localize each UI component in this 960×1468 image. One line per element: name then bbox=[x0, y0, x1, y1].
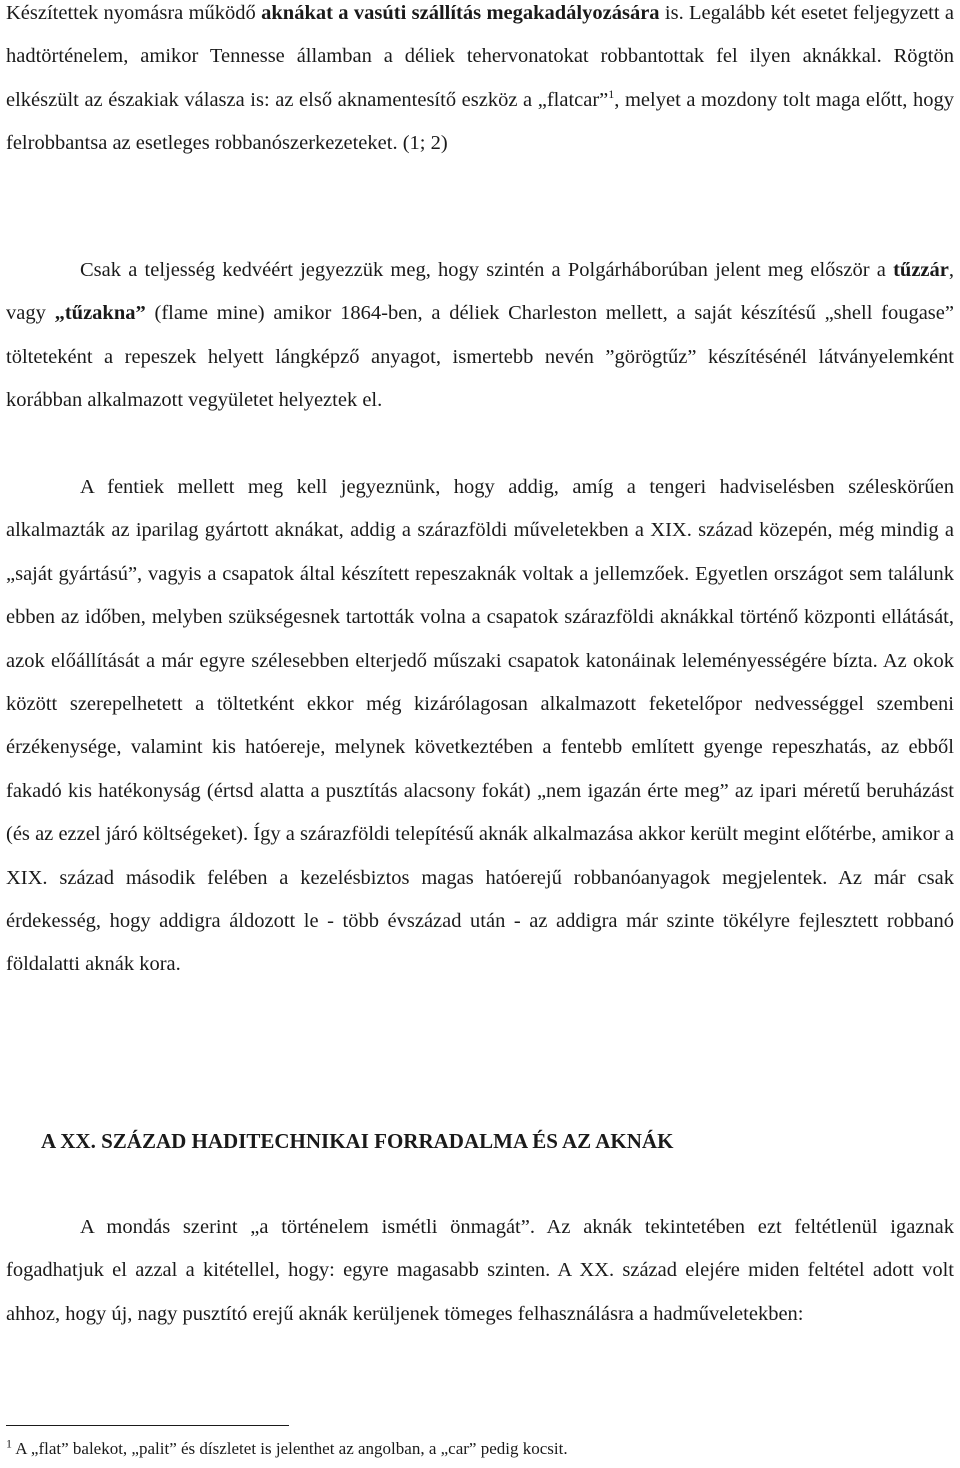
bold-term-tuzzar: tűzzár bbox=[893, 259, 949, 281]
paragraph-text: , melyet a mozdony tolt maga előtt, hogy felrobbantsa az esetleges robbanószerkezeteket. (1; 2) bbox=[6, 88, 954, 155]
paragraph-text: Készítettek nyomásra működő bbox=[6, 2, 262, 24]
bold-phrase-railway-mines: aknákat a vasúti szállítás megakadályozására bbox=[261, 2, 660, 24]
footnote-reference[interactable]: 1 bbox=[608, 86, 615, 101]
paragraph-land-mines-xix: A fentiek mellett meg kell jegyeznünk, hogy addig, amíg a tengeri hadviselésben széleskörűen alkalmazták az iparilag gyártott aknákat, addig a szárazföldi műveletekben a XIX. század közepén, még mindig a „saját gyártású”, vagyis a csapatok által készített repeszaknák voltak a jellemzőek. Egyetlen országot sem találunk ebben az időben, melyben szükségesnek tartották volna a csapatok szárazföldi aknákkal történő központi ellátását, azok előállítását a már egyre szélesebben elterjedő műszaki csapatok katonáinak leleményességére bízta. Az okok között szerepelhetett a töltetként ekkor még kizárólagosan alkalmazott feketelőpor nedvességgel szembeni érzékenysége, valamint kis hatóereje, melynek következtében a fentebb említett gyenge repeszhatás, az ebből fakadó kis hatékonyság (értsd alatta a pusztítás alacsony fokát) „nem igazán érte meg” az ipari méretű beruházást (és az ezzel járó költségeket). Így a szárazföldi telepítésű aknák alkalmazása akkor került megint előtérbe, amikor a XIX. század második felében a kezelésbiztos magas hatóerejű robbanóanyagok megjelentek. Az már csak érdekesség, hogy addigra áldozott le - több évszázad után - az addigra már szinte tökélyre fejlesztett robbanó földalatti aknák kora. bbox=[6, 476, 954, 976]
paragraph-text: Csak a teljesség kedvéért jegyezzük meg, hogy szintén a Polgárháborúban jelent meg először a bbox=[80, 259, 894, 281]
bold-term-tuzakna: „tűzakna” bbox=[54, 302, 146, 325]
paragraph-text: is. Legalább két esetet feljegyzett a hadtörténelem, amikor Tennesse államban a déliek tehervonatokat robbantottak fel ilyen aknákkal. Rögtön elkészült az északiak válasza is: az első aknamentesítő eszköz a „flatcar” bbox=[6, 2, 954, 111]
paragraph-text: (flame mine) amikor 1864-ben, a déliek Charleston mellett, a saját készítésű „shell fougase” tölteteként a repeszek helyett lángképző anyagot, ismertebb nevén ”görögtűz” készítésénél látványelemként korábban alkalmazott vegyületet helyeztek el. bbox=[6, 302, 954, 412]
section-heading: A XX. SZÁZAD HADITECHNIKAI FORRADALMA ÉS AZ AKNÁK bbox=[41, 1129, 674, 1153]
footnote-text: A „flat” balekot, „palit” és díszletet is jelenthet az angolban, a „car” pedig kocsit. bbox=[12, 1439, 568, 1458]
paragraph-railway-mines bbox=[6, 0, 954, 166]
paragraph-history-repeats: A mondás szerint „a történelem ismétli önmagát”. Az aknák tekintetében ezt feltétlenül igaznak fogadhatjuk el azzal a kitétellel, hogy: egyre magasabb szinten. A XX. század elejére miden feltétel adott volt ahhoz, hogy új, nagy pusztító erejű aknák kerüljenek tömeges felhasználásra a hadműveletekben: bbox=[6, 1216, 954, 1325]
paragraph-text: , vagy bbox=[6, 259, 954, 325]
footnote bbox=[6, 1438, 568, 1460]
footnote-divider bbox=[6, 1425, 289, 1426]
paragraph-flame-mine bbox=[6, 249, 954, 423]
footnote-number: 1 bbox=[6, 1436, 12, 1451]
